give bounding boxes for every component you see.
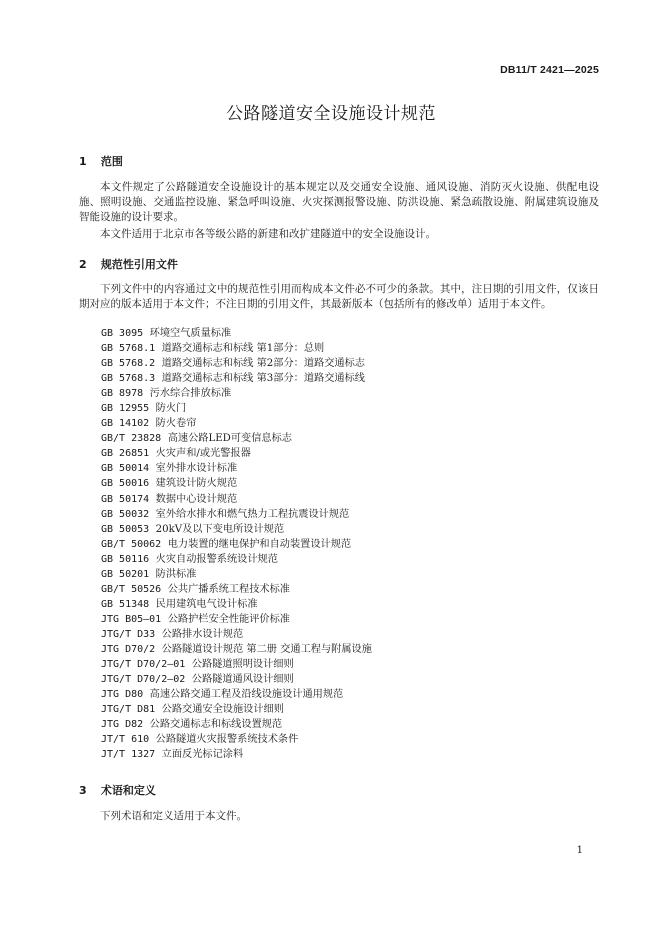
reference-code: GB 50032 (101, 508, 150, 520)
reference-name: 公路交通标志和标线设置规范 (149, 719, 283, 731)
reference-item (101, 356, 372, 371)
reference-item (101, 476, 372, 491)
reference-item (101, 522, 372, 537)
reference-item (101, 446, 372, 461)
reference-name: 高速公路LED可变信息标志 (167, 433, 292, 445)
reference-item (101, 371, 372, 386)
reference-code: JTG/T D81 (101, 704, 156, 716)
reference-name: 20kV及以下变电所设计规范 (155, 523, 285, 535)
section-title: 规范性引用文件 (100, 258, 178, 271)
terms-intro: 下列术语和定义适用于本文件。 (100, 810, 247, 822)
section-number: 2 (79, 258, 87, 271)
scope-paragraph: 本文件适用于北京市各等级公路的新建和改扩建隧道中的安全设施设计。 (100, 228, 436, 240)
reference-item (101, 416, 372, 431)
reference-code: JTG/T D70/2—02 (101, 674, 186, 686)
reference-item (101, 492, 372, 507)
reference-item (101, 567, 372, 582)
reference-code: JT/T 1327 (101, 749, 156, 761)
reference-item (101, 582, 372, 597)
reference-item (101, 702, 372, 717)
reference-code: JTG B05—01 (101, 613, 162, 625)
reference-item (101, 386, 372, 401)
reference-name: 防火卷帘 (155, 418, 197, 430)
reference-name: 公路交通安全设施设计细则 (161, 704, 284, 716)
scope-paragraph: 本文件规定了公路隧道安全设施设计的基本规定以及交通安全设施、通风设施、消防灭火设施、供配电设施、照明设施、交通监控设施、紧急呼叫设施、火灾探测报警设施、防洪设施、紧急疏散设施、附属建筑设施及智能设施的设计要求。 (79, 181, 599, 223)
reference-name: 污水综合排放标准 (149, 388, 232, 400)
reference-code: JT/T 610 (101, 734, 150, 746)
reference-code: GB 5768.1 (101, 343, 156, 355)
reference-name: 火灾自动报警系统设计规范 (155, 553, 278, 565)
reference-code: JTG D70/2 (101, 643, 156, 655)
reference-code: JTG D82 (101, 719, 144, 731)
section-number: 1 (79, 155, 87, 168)
reference-code: GB 50174 (101, 493, 150, 505)
reference-name: 防洪标准 (155, 568, 197, 580)
reference-item (101, 401, 372, 416)
reference-name: 公共广播系统工程技术标准 (167, 583, 290, 595)
reference-item (101, 717, 372, 732)
reference-code: GB 26851 (101, 448, 150, 460)
reference-code: GB 5768.3 (101, 373, 156, 385)
reference-code: GB 50116 (101, 553, 150, 565)
reference-code: GB 50016 (101, 478, 150, 490)
page-number: 1 (576, 845, 583, 856)
reference-item (101, 537, 372, 552)
reference-name: 公路隧道通风设计细则 (191, 674, 294, 686)
reference-item (101, 341, 372, 356)
document-title: 公路隧道安全设施设计规范 (226, 104, 436, 124)
reference-item (101, 657, 372, 672)
reference-item (101, 732, 372, 747)
references-intro: 下列文件中的内容通过文中的规范性引用而构成本文件必不可少的条款。其中，注日期的引用文件，仅该日期对应的版本适用于本文件；不注日期的引用文件，其最新版本（包括所有的修改单）适用于本文件。 (79, 283, 599, 310)
reference-item (101, 612, 372, 627)
reference-code: JTG/T D70/2—01 (101, 659, 186, 671)
reference-code: GB 8978 (101, 388, 144, 400)
reference-code: JTG/T D33 (101, 628, 156, 640)
reference-code: JTG D80 (101, 689, 144, 701)
reference-name: 防火门 (155, 403, 187, 415)
reference-code: GB/T 23828 (101, 433, 162, 445)
reference-name: 公路隧道火灾报警系统技术条件 (155, 734, 299, 746)
reference-name: 道路交通标志和标线 第2部分：道路交通标志 (161, 358, 365, 370)
reference-name: 高速公路交通工程及沿线设施设计通用规范 (149, 689, 344, 701)
section-title: 范围 (100, 155, 123, 168)
reference-item (101, 672, 372, 687)
reference-code: GB 50053 (101, 523, 150, 535)
reference-item (101, 627, 372, 642)
reference-item (101, 642, 372, 657)
reference-item (101, 461, 372, 476)
section-number: 3 (79, 784, 87, 797)
reference-name: 公路隧道设计规范 第二册 交通工程与附属设施 (161, 643, 372, 655)
reference-name: 立面反光标记涂料 (161, 749, 244, 761)
reference-name: 道路交通标志和标线 第1部分：总则 (161, 343, 325, 355)
reference-name: 建筑设计防火规范 (155, 478, 238, 490)
section-3-heading (79, 782, 156, 798)
reference-code: GB 3095 (101, 328, 144, 339)
reference-item (101, 687, 372, 702)
reference-name: 火灾声和/或光警报器 (155, 448, 251, 460)
reference-name: 公路护栏安全性能评价标准 (167, 613, 290, 625)
reference-name: 公路排水设计规范 (161, 628, 244, 640)
section-title: 术语和定义 (100, 784, 156, 797)
reference-name: 数据中心设计规范 (155, 493, 238, 505)
reference-code: GB 12955 (101, 403, 150, 415)
reference-item (101, 326, 372, 341)
document-code: DB11/T 2421—2025 (500, 64, 599, 76)
reference-name: 环境空气质量标准 (149, 328, 232, 339)
section-2-heading (79, 256, 178, 272)
reference-item (101, 597, 372, 612)
reference-item (101, 431, 372, 446)
reference-code: GB 51348 (101, 598, 150, 610)
reference-name: 电力装置的继电保护和自动装置设计规范 (167, 538, 352, 550)
reference-code: GB/T 50526 (101, 583, 162, 595)
reference-list (101, 326, 372, 762)
reference-item (101, 507, 372, 522)
reference-item (101, 552, 372, 567)
reference-code: GB 50014 (101, 463, 150, 475)
reference-name: 室外给水排水和燃气热力工程抗震设计规范 (155, 508, 350, 520)
section-1-heading (79, 153, 123, 169)
reference-name: 民用建筑电气设计标准 (155, 598, 258, 610)
reference-code: GB 50201 (101, 568, 150, 580)
reference-name: 道路交通标志和标线 第3部分：道路交通标线 (161, 373, 365, 385)
reference-name: 室外排水设计标准 (155, 463, 238, 475)
reference-code: GB 14102 (101, 418, 150, 430)
reference-name: 公路隧道照明设计细则 (191, 659, 294, 671)
reference-code: GB/T 50062 (101, 538, 162, 550)
reference-code: GB 5768.2 (101, 358, 156, 370)
reference-item (101, 747, 372, 762)
